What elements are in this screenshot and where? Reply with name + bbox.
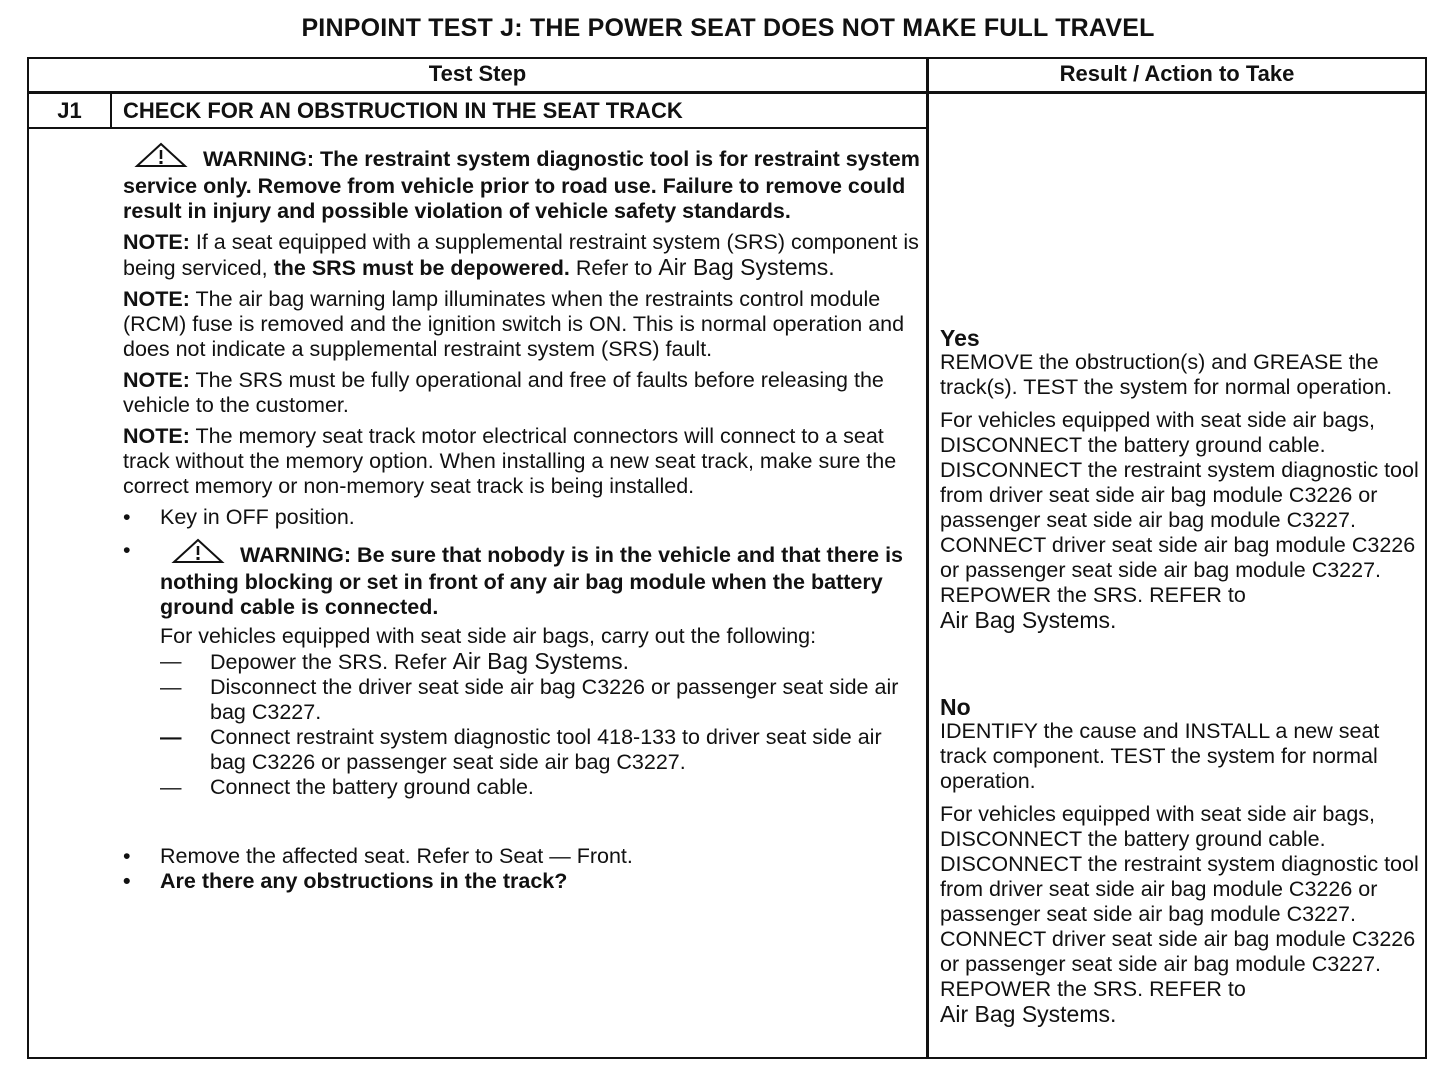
note-warning-lamp	[123, 287, 923, 362]
bullet-text: Remove the affected seat. Refer to Seat — Front.	[160, 844, 633, 868]
test-step-content	[123, 142, 923, 894]
note-label: NOTE:	[123, 230, 190, 254]
air-bag-systems-link[interactable]: Air Bag Systems.	[658, 254, 835, 280]
note-label: NOTE:	[123, 287, 190, 311]
warning-text-1: WARNING: The restraint system diagnostic tool is for restraint system service only. Remove from vehicle prior to road use. Failure to remove could result in injury and possible violation of vehicle safety standards.	[123, 147, 920, 223]
note-label: NOTE:	[123, 368, 190, 392]
warning-text-2: WARNING: Be sure that nobody is in the vehicle and that there is nothing blocking or set in front of any air bag module when the battery ground cable is connected.	[160, 543, 904, 619]
bullet-dot: •	[123, 505, 131, 529]
result-yes-side-text: For vehicles equipped with seat side air bags, DISCONNECT the battery ground cable. DISCONNECT the restraint system diagnostic tool from driver seat side air bag module C3226 or passenger seat side air bag module C3227. CONNECT driver seat side air bag module C3226 or passenger seat side air bag module C3227. REPOWER the SRS. REFER to	[940, 408, 1419, 607]
dash-text: Connect the battery ground cable.	[210, 775, 534, 799]
bullet-dot: •	[123, 844, 131, 868]
result-no-seat-side	[940, 802, 1424, 1028]
seat-side-steps	[123, 649, 923, 800]
note-text: Refer to	[569, 256, 659, 280]
note-srs-operational	[123, 368, 923, 418]
note-memory-seat	[123, 424, 923, 499]
warning-triangle-icon	[170, 538, 226, 570]
bullet-question	[123, 869, 923, 894]
warning-restraint-tool	[123, 142, 923, 224]
step-title: CHECK FOR AN OBSTRUCTION IN THE SEAT TRACK	[123, 98, 683, 123]
bullet-key-off	[123, 505, 923, 530]
note-text: The air bag warning lamp illuminates when the restraints control module (RCM) fuse is removed and the ignition switch is ON. This is normal operation and does not indicate a supplemental restraint system (SRS) fault.	[123, 287, 905, 361]
warning-battery	[160, 538, 923, 620]
result-no	[940, 695, 1424, 1028]
step-id: J1	[57, 98, 82, 123]
dash-mark: —	[160, 725, 182, 749]
dash-text: Depower the SRS. Refer	[210, 650, 453, 674]
note-emphasis: the SRS must be depowered.	[273, 256, 570, 280]
header-result: Result / Action to Take	[1059, 61, 1295, 86]
dash-item-connect-battery	[160, 775, 923, 800]
bullet-warning-battery	[123, 538, 923, 649]
dash-mark: —	[160, 775, 182, 799]
note-text: The memory seat track motor electrical connectors will connect to a seat track without the memory option. When installing a new seat track, make sure the correct memory or non-memory seat track is being installed.	[123, 424, 897, 498]
bullet-text: Are there any obstructions in the track?	[160, 869, 568, 893]
result-yes	[940, 326, 1424, 634]
seat-side-intro: For vehicles equipped with seat side air bags, carry out the following:	[160, 624, 817, 648]
note-text: The SRS must be fully operational and free of faults before releasing the vehicle to the customer.	[123, 368, 884, 417]
warning-triangle-icon	[133, 142, 189, 174]
air-bag-systems-link[interactable]: Air Bag Systems.	[940, 607, 1117, 633]
result-yes-label: Yes	[940, 325, 980, 351]
column-divider	[926, 57, 929, 1059]
dash-mark: —	[160, 675, 182, 699]
bullet-dot: •	[123, 538, 131, 562]
air-bag-systems-link[interactable]: Air Bag Systems.	[452, 648, 629, 674]
result-no-side-text: For vehicles equipped with seat side air bags, DISCONNECT the battery ground cable. DISCONNECT the restraint system diagnostic tool from driver seat side air bag module C3226 or passenger seat side air bag module C3227. CONNECT driver seat side air bag module C3226 or passenger seat side air bag module C3227. REPOWER the SRS. REFER to	[940, 802, 1419, 1001]
air-bag-systems-link[interactable]: Air Bag Systems.	[940, 1001, 1117, 1027]
result-yes-seat-side	[940, 408, 1424, 634]
step-id-divider	[110, 93, 112, 129]
dash-item-depower	[160, 649, 923, 675]
dash-text: Disconnect the driver seat side air bag C3226 or passenger seat side air bag C3227.	[210, 675, 899, 724]
note-label: NOTE:	[123, 424, 190, 448]
dash-item-connect-tool	[160, 725, 923, 775]
bullet-text: Key in OFF position.	[160, 505, 355, 529]
header-test-step: Test Step	[428, 61, 527, 86]
dash-item-disconnect	[160, 675, 923, 725]
note-srs-depower	[123, 230, 923, 281]
note-text: If a seat equipped with a supplemental restraint system (SRS) component is being serviced,	[123, 230, 919, 280]
dash-text: Connect restraint system diagnostic tool 418-133 to driver seat side air bag C3226 or passenger seat side air bag C3227.	[210, 725, 882, 774]
result-yes-text: REMOVE the obstruction(s) and GREASE the track(s). TEST the system for normal operation.	[940, 350, 1393, 399]
result-no-label: No	[940, 694, 971, 720]
bullet-remove-seat	[123, 844, 923, 869]
result-no-text: IDENTIFY the cause and INSTALL a new seat track component. TEST the system for normal operation.	[940, 719, 1380, 793]
dash-mark: —	[160, 649, 182, 673]
bullet-dot: •	[123, 869, 131, 893]
page-title: PINPOINT TEST J: THE POWER SEAT DOES NOT MAKE FULL TRAVEL	[301, 14, 1155, 42]
